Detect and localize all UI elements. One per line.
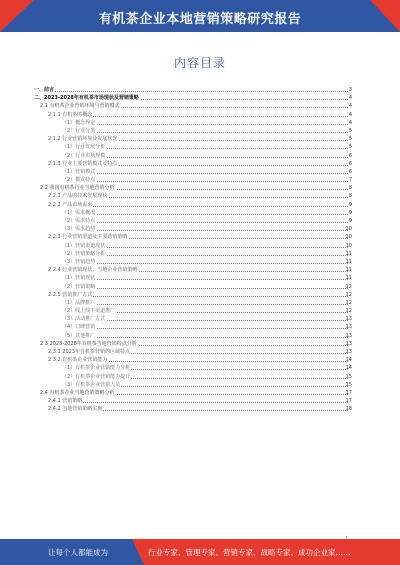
toc-entry-text: 二、2023-2028年有机茶市场现状及营销策略: [34, 95, 139, 102]
toc-entry[interactable]: [34, 397, 352, 405]
toc-entry[interactable]: [34, 364, 352, 372]
toc-entry[interactable]: [34, 242, 352, 250]
toc-entry-page: 4: [348, 103, 352, 110]
toc-entry[interactable]: [34, 102, 352, 110]
toc-entry[interactable]: [34, 192, 352, 200]
toc-entry-page: 5: [348, 144, 352, 151]
toc-leader-dots: [34, 91, 348, 92]
toc-entry-page: 17: [345, 398, 352, 405]
toc-entry-text: （1）营销渠道现状: [62, 242, 106, 249]
toc-entry[interactable]: [34, 266, 352, 274]
toc-entry-page: 13: [345, 316, 352, 323]
toc-leader-dots: [48, 402, 348, 403]
toc-entry-page: 11: [345, 258, 352, 265]
toc-entry[interactable]: [34, 373, 352, 381]
toc-entry[interactable]: [34, 291, 352, 299]
toc-entry-page: 14: [345, 365, 352, 372]
toc-entry-text: （4）口碑营销: [62, 324, 96, 331]
toc-entry-text: （3）营销趋势: [62, 258, 96, 265]
toc-entry-text: （2）行业市场规模: [62, 152, 106, 159]
toc-entry[interactable]: [34, 111, 352, 119]
toc-entry-page: 12: [345, 299, 352, 306]
toc-entry-page: 12: [345, 283, 352, 290]
toc-entry[interactable]: [34, 119, 352, 127]
toc-entry-page: 13: [345, 332, 352, 339]
toc-entry[interactable]: [34, 323, 352, 331]
toc-entry[interactable]: [34, 332, 352, 340]
toc-entry-page: 6: [348, 152, 352, 159]
toc-entry-text: （1）营销现状: [62, 275, 96, 282]
toc-leader-dots: [62, 214, 348, 215]
toc-entry[interactable]: [34, 340, 352, 348]
report-footer: [0, 539, 400, 565]
toc-entry-text: （3）活动推广方式: [62, 316, 106, 323]
toc-entry-text: （1）有机茶企业营销能力分析: [62, 365, 131, 372]
toc-entry[interactable]: [34, 233, 352, 241]
toc-entry[interactable]: [34, 143, 352, 151]
toc-entry-text: 2.2.1 产品的技术发展现状: [48, 193, 108, 200]
toc-entry-page: 6: [348, 168, 352, 175]
toc-entry-text: （2）需求特点: [62, 218, 96, 224]
toc-entry-text: 2.1 有机茶企业营销环境与营销模式: [40, 103, 120, 110]
toc-leader-dots: [62, 173, 348, 174]
toc-entry-page: 10: [345, 242, 352, 249]
toc-entry-text: 2.3.2 有机茶企业营销能力: [48, 357, 108, 364]
toc-entry[interactable]: [34, 258, 352, 266]
toc-entry[interactable]: [34, 225, 352, 233]
toc-entry[interactable]: [34, 176, 352, 184]
toc-entry-page: 5: [348, 136, 352, 143]
toc-entry[interactable]: [34, 405, 352, 413]
toc-heading: 内容目录: [173, 56, 226, 70]
toc-entry[interactable]: [34, 201, 352, 209]
toc-entry[interactable]: [34, 389, 352, 397]
toc-entry-text: 2.4.2 当地营销策略实施: [48, 406, 103, 413]
report-title: 有机茶企业本地营销策略研究报告: [98, 12, 302, 27]
toc-leader-dots: [62, 181, 348, 182]
toc-entry-text: （2）行业分类: [62, 127, 96, 134]
toc-entry[interactable]: [34, 217, 352, 225]
footer-slogan: 让每个人都能成为: [48, 548, 108, 557]
toc-leader-dots: [62, 222, 348, 223]
toc-entry-text: （1）品牌推广: [62, 299, 96, 306]
toc-entry-page: 10: [345, 226, 352, 233]
toc-entry-page: 11: [345, 250, 352, 257]
toc-entry-text: 2.1.1 有机茶的概念: [48, 111, 93, 118]
toc-entry-page: 4: [348, 95, 352, 102]
toc-entry-text: 2.4 有机茶企业当地营销策略分析: [40, 389, 115, 396]
toc-entry[interactable]: [34, 381, 352, 389]
toc-entry-text: 2.2 我国有机茶行业当地营销分析: [40, 185, 115, 192]
toc-entry-page: 9: [348, 218, 352, 224]
toc-leader-dots: [62, 288, 348, 289]
toc-entry-page: 18: [345, 406, 352, 413]
toc-entry-text: （3）需求趋势: [62, 226, 96, 233]
report-header: [0, 0, 400, 32]
toc-entry[interactable]: [34, 209, 352, 217]
toc-entry-page: 15: [345, 381, 352, 388]
toc-entry-text: （5）其他推广: [62, 332, 96, 339]
toc-entry-text: 2.3.1 2023年有机茶营销的区域特点: [48, 349, 131, 355]
toc-entry-page: 3: [348, 87, 352, 93]
toc-entry[interactable]: [34, 283, 352, 291]
toc-entry-page: 13: [345, 340, 352, 347]
toc-entry-page: 5: [348, 127, 352, 134]
toc-entry-text: 一、前言: [34, 87, 55, 93]
toc-entry-page: 4: [348, 111, 352, 118]
toc-entry[interactable]: [34, 135, 352, 143]
toc-entry[interactable]: [34, 348, 352, 356]
toc-entry-page: 14: [345, 357, 352, 364]
toc-entry-page: 8: [348, 193, 352, 200]
toc-entry[interactable]: [34, 299, 352, 307]
toc-leader-dots: [62, 132, 348, 133]
toc-entry-page: 9: [348, 209, 352, 216]
toc-entry-page: 13: [345, 324, 352, 331]
toc-entry-page: 6: [348, 160, 352, 167]
toc-entry-text: （1）概念界定: [62, 119, 96, 126]
toc-entry-page: 11: [345, 267, 352, 274]
toc-entry-text: 2.2.2 产品市场需求: [48, 201, 93, 208]
footer-roles: 行业专家、管理专家、营销专家、战略专家、成功企业家……: [148, 548, 351, 557]
toc-entry-text: （1）营销模式: [62, 168, 96, 175]
toc-entry[interactable]: [34, 127, 352, 135]
footer-notch: [132, 539, 144, 565]
toc-entry-text: （2）模式特点: [62, 177, 96, 184]
toc-entry-text: 2.3 2023-2028年有机茶当地营销特点分析: [40, 340, 137, 347]
toc-entry[interactable]: [34, 250, 352, 258]
toc-entry-page: 9: [348, 201, 352, 208]
toc-entry-text: （1）需求概况: [62, 209, 96, 216]
toc-entry-page: 15: [345, 373, 352, 380]
toc-entry[interactable]: [34, 184, 352, 192]
toc-entry-page: 12: [345, 308, 352, 315]
toc-entry[interactable]: [34, 86, 352, 94]
toc-entry[interactable]: [34, 356, 352, 364]
toc-entry[interactable]: [34, 168, 352, 176]
toc-entry-text: （2）线上线下渠道推广: [62, 308, 116, 315]
toc-leader-dots: [62, 263, 348, 264]
toc-entry-text: （2）营销策略分析: [62, 250, 106, 257]
toc-leader-dots: [62, 279, 348, 280]
toc-entry-page: 17: [345, 389, 352, 396]
toc-entry-page: 7: [348, 177, 352, 184]
toc-entry[interactable]: [34, 307, 352, 315]
toc-entry[interactable]: [34, 160, 352, 168]
toc-entry-page: 13: [345, 349, 352, 355]
toc-leader-dots: [62, 304, 348, 305]
toc-entry-text: 2.2.4 行业营销现状、当地企业营销策略: [48, 267, 138, 274]
toc-entry-text: （3）有机茶企业营销人员: [62, 381, 121, 388]
toc-leader-dots: [62, 337, 348, 338]
toc-entry-text: 2.1.3 行业主要营销模式及特点: [48, 160, 118, 167]
toc-leader-dots: [62, 230, 348, 231]
toc-entry-page: 4: [348, 119, 352, 126]
toc-entry-text: （1）行业发展分析: [62, 144, 106, 151]
toc-entry-text: 2.2.5 营销推广方式: [48, 291, 93, 298]
toc-entry-page: 12: [345, 291, 352, 298]
toc-entry-text: 2.4.1 营销策略: [48, 398, 83, 405]
toc-entry[interactable]: [34, 94, 352, 102]
toc-entry-text: （2）营销策略: [62, 283, 96, 290]
toc-leader-dots: [62, 328, 348, 329]
table-of-contents: [34, 86, 352, 414]
toc-entry-page: 8: [348, 185, 352, 192]
toc-entry-page: 11: [345, 275, 352, 282]
toc-entry[interactable]: [34, 274, 352, 282]
toc-entry-text: （2）有机茶企业营销能力提升: [62, 373, 131, 380]
toc-entry[interactable]: [34, 152, 352, 160]
toc-entry[interactable]: [34, 315, 352, 323]
toc-leader-dots: [62, 124, 348, 125]
toc-entry-text: 2.2.3 行业营销渠道及主要营销策略: [48, 234, 128, 241]
toc-entry-page: 10: [345, 234, 352, 241]
toc-entry-text: 2.1.2 行业营销环境及发展状况: [48, 136, 118, 143]
